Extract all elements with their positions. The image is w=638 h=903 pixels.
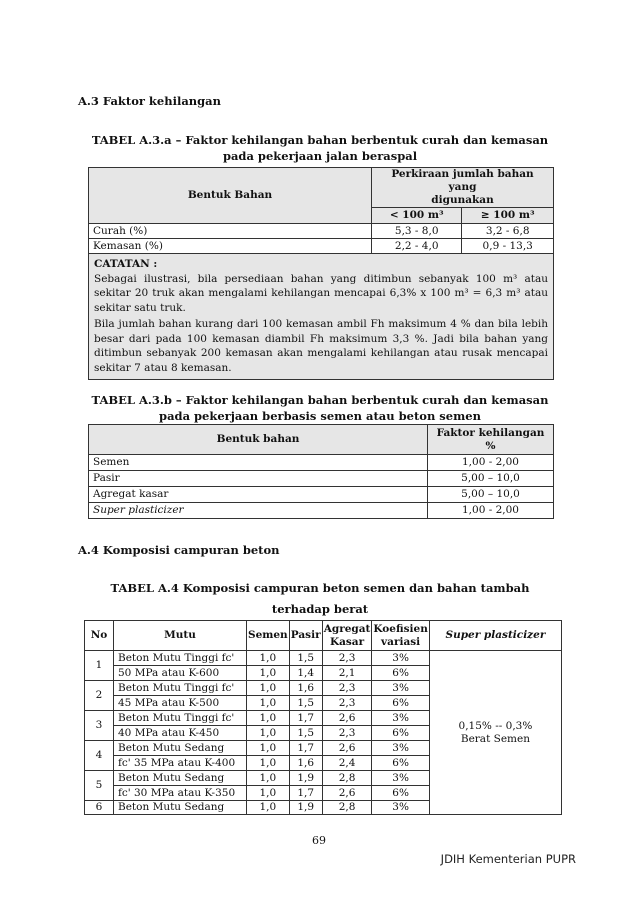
super-plasticizer-value-line1: 0,15% -- 0,3% [458,719,533,732]
table-a3b-cell-value: 1,00 - 2,00 [428,455,554,471]
table-a4-cell-mutu: Beton Mutu Sedang [114,771,247,786]
table-a3a-note [89,254,554,380]
table-row [89,224,554,239]
table-a3b-cell-value: 5,00 – 10,0 [428,471,554,487]
table-a4-cell-semen: 1,0 [247,771,290,786]
table-row [89,239,554,254]
table-a4-cell-agregat: 2,3 [322,651,372,666]
table-a4-cell-pasir: 1,5 [289,651,322,666]
note-paragraph-1: Sebagai ilustrasi, bila persediaan bahan yang ditimbun sebanyak 100 m³ atau sekitar 20 truk akan mengalami kehilangan mencapai 6,3% x 100 m³ = 6,3 m³ atau sekitar satu truk. [94,272,548,314]
table-a4-cell-semen: 1,0 [247,726,290,741]
table-a4-cell-no: 2 [85,681,114,711]
table-a3a-title-line1: TABEL A.3.a – Faktor kehilangan bahan berbentuk curah dan kemasan [91,133,549,147]
table-a4-cell-koefisien: 6% [372,756,429,771]
table-a3a-cell-ge100: 0,9 - 13,3 [462,239,554,254]
table-a3b-cell-name: Agregat kasar [89,487,428,503]
table-a4 [84,620,562,815]
table-a3b-cell-name: Super plasticizer [89,503,428,519]
table-a4-cell-mutu: Beton Mutu Tinggi fc' [114,681,247,696]
table-a4-header-agregat-line1: Agregat [323,622,371,635]
table-a4-cell-koefisien: 6% [372,726,429,741]
table-a4-header-koefisien-line2: variasi [381,635,421,648]
table-a4-header-koefisien [372,621,429,651]
table-a4-cell-pasir: 1,7 [289,711,322,726]
table-a4-cell-agregat: 2,3 [322,681,372,696]
table-a4-cell-koefisien: 3% [372,651,429,666]
table-a3a-title-line2: pada pekerjaan jalan beraspal [222,149,418,163]
table-a3a [88,167,554,380]
table-a4-header-semen: Semen [247,621,290,651]
table-a4-cell-no: 3 [85,711,114,741]
table-a3a-header-ge100: ≥ 100 m³ [462,208,554,224]
table-a4-header-agregat-line2: Kasar [329,635,365,648]
table-a4-cell-semen: 1,0 [247,801,290,815]
table-a3a-header-bentuk: Bentuk Bahan [89,168,372,224]
section-heading-a4: A.4 Komposisi campuran beton [78,543,280,557]
table-a4-cell-no: 5 [85,771,114,801]
table-a4-cell-mutu: 45 MPa atau K-500 [114,696,247,711]
table-a3a-title [70,132,570,164]
table-a4-cell-pasir: 1,7 [289,741,322,756]
table-a4-cell-no: 1 [85,651,114,681]
table-a4-cell-pasir: 1,5 [289,726,322,741]
table-a4-cell-agregat: 2,8 [322,771,372,786]
table-a4-cell-koefisien: 3% [372,711,429,726]
table-a3a-header-perkiraan-line1: Perkiraan jumlah bahan yang [391,168,534,193]
footer-source: JDIH Kementerian PUPR [440,852,576,866]
table-a4-header-koefisien-line1: Koefisien [373,622,428,635]
table-a4-cell-pasir: 1,7 [289,786,322,801]
table-a3a-cell-lt100: 2,2 - 4,0 [372,239,462,254]
table-a4-cell-semen: 1,0 [247,651,290,666]
table-a3a-cell-name: Curah (%) [89,224,372,239]
table-a4-header-pasir: Pasir [289,621,322,651]
note-paragraph-2: Bila jumlah bahan kurang dari 100 kemasan ambil Fh maksimum 4 % dan bila lebih besar dari pada 100 kemasan diambil Fh maksimum 3,3 %. Jadi bila bahan yang ditimbun sebanyak 200 kemasan akan mengalami kehilangan atau rusak mencapai sekitar 7 atau 8 kemasan. [94,318,548,374]
table-a4-cell-mutu: fc' 30 MPa atau K-350 [114,786,247,801]
table-a4-cell-pasir: 1,6 [289,756,322,771]
table-a4-cell-koefisien: 6% [372,666,429,681]
table-a3b-cell-name: Pasir [89,471,428,487]
table-a4-cell-pasir: 1,9 [289,801,322,815]
table-a4-cell-semen: 1,0 [247,741,290,756]
table-a4-cell-agregat: 2,8 [322,801,372,815]
table-a3a-cell-lt100: 5,3 - 8,0 [372,224,462,239]
table-a4-cell-pasir: 1,5 [289,696,322,711]
table-a4-cell-mutu: Beton Mutu Sedang [114,741,247,756]
table-a3b-header-faktor-line1: Faktor kehilangan [436,426,545,439]
table-a4-title [70,578,570,620]
table-a3b-title [70,392,570,424]
table-row [89,471,554,487]
table-a3a-cell-ge100: 3,2 - 6,8 [462,224,554,239]
table-a4-cell-agregat: 2,1 [322,666,372,681]
page-number: 69 [312,834,326,847]
table-a4-cell-semen: 1,0 [247,681,290,696]
table-a4-cell-agregat: 2,6 [322,786,372,801]
table-a4-cell-agregat: 2,6 [322,711,372,726]
table-a3b-title-line2: pada pekerjaan berbasis semen atau beton semen [159,409,481,423]
table-a3a-cell-name: Kemasan (%) [89,239,372,254]
table-a4-cell-koefisien: 6% [372,786,429,801]
table-a4-cell-koefisien: 3% [372,741,429,756]
table-a4-cell-semen: 1,0 [247,711,290,726]
table-a4-cell-agregat: 2,3 [322,696,372,711]
table-row [85,651,562,666]
table-a4-cell-mutu: 50 MPa atau K-600 [114,666,247,681]
table-a4-cell-no: 6 [85,801,114,815]
table-a4-header-no: No [85,621,114,651]
table-a4-cell-pasir: 1,4 [289,666,322,681]
table-a4-header-agregat [322,621,372,651]
table-a3b-title-line1: TABEL A.3.b – Faktor kehilangan bahan berbentuk curah dan kemasan [91,393,549,407]
table-a3b-cell-value: 5,00 – 10,0 [428,487,554,503]
table-a3a-header-perkiraan-line2: digunakan [431,194,494,206]
table-a4-cell-agregat: 2,6 [322,741,372,756]
table-a4-cell-mutu: fc' 35 MPa atau K-400 [114,756,247,771]
table-a4-cell-koefisien: 6% [372,696,429,711]
table-a4-cell-super-plasticizer [429,651,561,815]
super-plasticizer-value-line2: Berat Semen [460,732,530,745]
table-a4-header-super-plasticizer: Super plasticizer [429,621,561,651]
table-a4-cell-pasir: 1,9 [289,771,322,786]
table-a4-cell-agregat: 2,4 [322,756,372,771]
table-a4-cell-semen: 1,0 [247,786,290,801]
table-a4-cell-semen: 1,0 [247,756,290,771]
table-a4-cell-semen: 1,0 [247,696,290,711]
table-a4-title-line2: terhadap berat [271,602,369,616]
note-title: CATATAN : [94,258,158,270]
table-a4-cell-koefisien: 3% [372,801,429,815]
table-a3b-header-bentuk: Bentuk bahan [89,425,428,455]
table-a4-header-mutu: Mutu [114,621,247,651]
section-heading-a3: A.3 Faktor kehilangan [78,94,221,108]
table-a4-cell-mutu: Beton Mutu Sedang [114,801,247,815]
table-row [89,487,554,503]
table-a4-cell-pasir: 1,6 [289,681,322,696]
table-a4-cell-mutu: Beton Mutu Tinggi fc' [114,711,247,726]
table-a3b-cell-name: Semen [89,455,428,471]
table-a4-cell-mutu: 40 MPa atau K-450 [114,726,247,741]
table-a3b-cell-value: 1,00 - 2,00 [428,503,554,519]
table-a4-cell-semen: 1,0 [247,666,290,681]
table-a4-cell-koefisien: 3% [372,681,429,696]
table-a4-cell-no: 4 [85,741,114,771]
table-a4-title-line1: TABEL A.4 Komposisi campuran beton semen dan bahan tambah [110,581,530,595]
table-a4-cell-mutu: Beton Mutu Tinggi fc' [114,651,247,666]
table-row [89,503,554,519]
table-row [89,455,554,471]
table-a3b-header-faktor [428,425,554,455]
table-a3a-header-perkiraan [372,168,554,208]
table-a3b [88,424,554,519]
table-a4-cell-agregat: 2,3 [322,726,372,741]
table-a4-cell-koefisien: 3% [372,771,429,786]
table-a3b-header-faktor-line2: % [485,439,496,452]
table-a3a-header-lt100: < 100 m³ [372,208,462,224]
